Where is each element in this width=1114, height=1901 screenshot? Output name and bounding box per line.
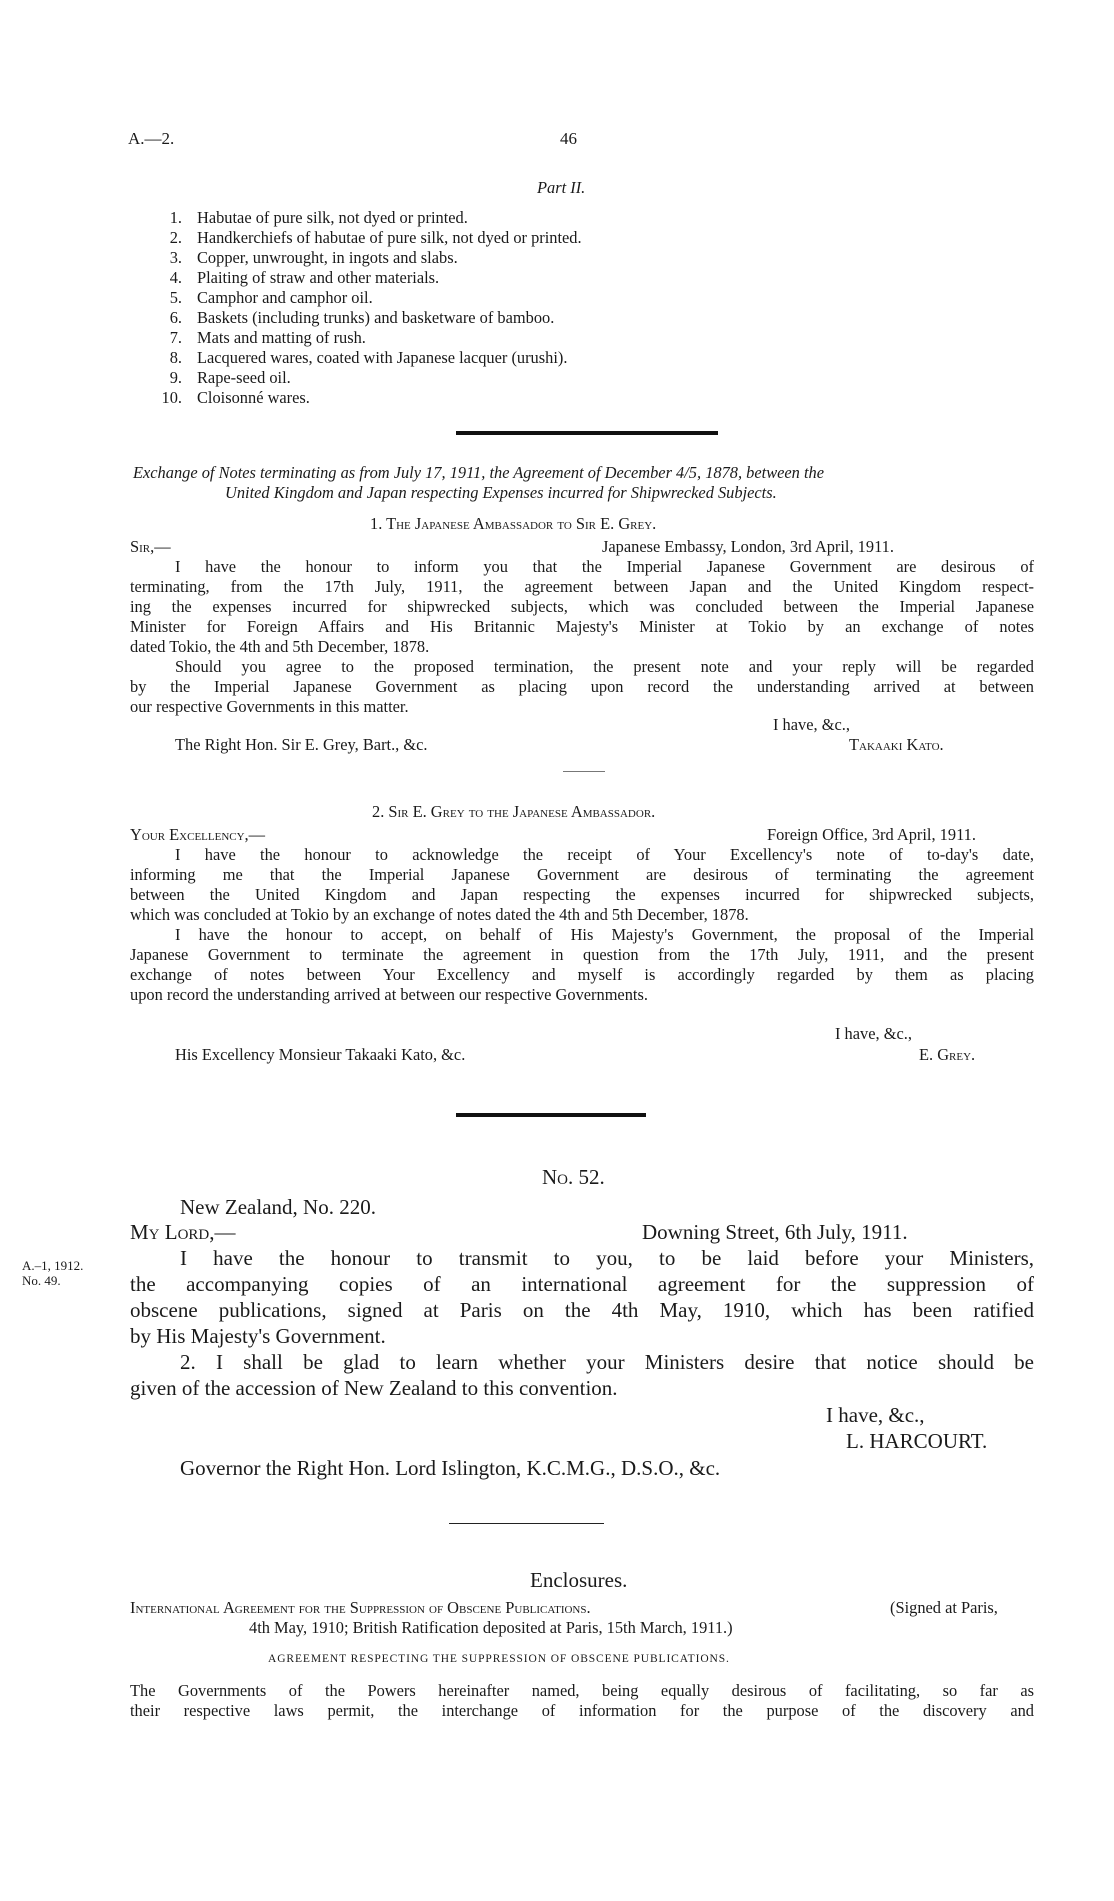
note2-heading: 2. Sir E. Grey to the Japanese Ambassador. — [372, 802, 656, 821]
agreement-title-line1: International Agreement for the Suppression of Obscene Publications. — [130, 1598, 591, 1617]
list-item-text: Lacquered wares, coated with Japanese lacquer (urushi). — [197, 348, 568, 367]
exchange-title-line1: Exchange of Notes terminating as from July 17, 1911, the Agreement of December 4/5, 1878, between the — [133, 463, 824, 482]
list-item-number: 10. — [161, 388, 182, 407]
text-line: I have the honour to transmit to you, to be laid before your Ministers, — [180, 1246, 1034, 1270]
note2-place-date: Foreign Office, 3rd April, 1911. — [767, 825, 976, 844]
list-item-number: 1. — [169, 208, 182, 227]
note2-addressee: His Excellency Monsieur Takaaki Kato, &c. — [175, 1045, 466, 1064]
agreement-title-signed: (Signed at Paris, — [890, 1598, 998, 1617]
letter-closing: I have, &c., — [826, 1403, 925, 1427]
list-item-number: 6. — [169, 308, 182, 327]
text-line: between the United Kingdom and Japan respecting the expenses incurred for shipwrecked subjects, — [130, 885, 1034, 904]
text-line: Minister for Foreign Affairs and His Britannic Majesty's Minister at Tokio by an exchange of notes — [130, 617, 1034, 636]
letter-subheading: New Zealand, No. 220. — [180, 1195, 376, 1219]
text-line: by the Imperial Japanese Government as placing upon record the understanding arrived at between — [130, 677, 1034, 696]
text-line: by His Majesty's Government. — [130, 1324, 386, 1348]
letter-salutation: My Lord,— — [130, 1220, 236, 1244]
text-line: our respective Governments in this matter. — [130, 697, 409, 716]
list-item-text: Rape-seed oil. — [197, 368, 291, 387]
document-reference: A.—2. — [128, 129, 175, 148]
margin-reference — [22, 1258, 83, 1288]
exchange-title-line2: United Kingdom and Japan respecting Expenses incurred for Shipwrecked Subjects. — [225, 483, 777, 502]
list-item-text: Handkerchiefs of habutae of pure silk, not dyed or printed. — [197, 228, 582, 247]
note1-closing: I have, &c., — [773, 715, 850, 734]
text-line: dated Tokio, the 4th and 5th December, 1878. — [130, 637, 430, 656]
letter-place-date: Downing Street, 6th July, 1911. — [642, 1220, 908, 1244]
letter-addressee: Governor the Right Hon. Lord Islington, K.C.M.G., D.S.O., &c. — [180, 1456, 721, 1480]
list-item-number: 8. — [169, 348, 182, 367]
note-divider — [563, 771, 605, 772]
list-item-number: 9. — [169, 368, 182, 387]
note1-place-date: Japanese Embassy, London, 3rd April, 1911. — [602, 537, 894, 556]
note2-closing: I have, &c., — [835, 1024, 912, 1043]
section-divider — [456, 1113, 646, 1117]
margin-reference-line1: A.–1, 1912. — [22, 1258, 84, 1273]
letter-number: No. 52. — [542, 1165, 605, 1189]
agreement-subtitle: AGREEMENT RESPECTING THE SUPPRESSION OF OBSCENE PUBLICATIONS. — [268, 1653, 730, 1665]
list-item-text: Habutae of pure silk, not dyed or printed. — [197, 208, 468, 227]
list-item-text: Copper, unwrought, in ingots and slabs. — [197, 248, 458, 267]
text-line: ing the expenses incurred for shipwrecked subjects, which was concluded between the Imperial Japanese — [130, 597, 1034, 616]
section-divider — [456, 431, 718, 435]
note1-salutation: Sir,— — [130, 537, 171, 556]
text-line: which was concluded at Tokio by an exchange of notes dated the 4th and 5th December, 1878. — [130, 905, 749, 924]
text-line: terminating, from the 17th July, 1911, the agreement between Japan and the United Kingdom respect- — [130, 577, 1034, 596]
page-number: 46 — [560, 129, 577, 148]
note2-salutation: Your Excellency,— — [130, 825, 266, 844]
text-line: their respective laws permit, the interchange of information for the purpose of the discovery and — [130, 1701, 1034, 1720]
text-line: I have the honour to inform you that the Imperial Japanese Government are desirous of — [175, 557, 1034, 576]
list-item-number: 2. — [169, 228, 182, 247]
agreement-title-line2: 4th May, 1910; British Ratification deposited at Paris, 15th March, 1911.) — [249, 1618, 733, 1637]
list-item-number: 3. — [169, 248, 182, 267]
text-line: the accompanying copies of an international agreement for the suppression of — [130, 1272, 1034, 1296]
list-item-number: 5. — [169, 288, 182, 307]
list-item-text: Plaiting of straw and other materials. — [197, 268, 440, 287]
text-line: Should you agree to the proposed termination, the present note and your reply will be regarded — [175, 657, 1034, 676]
list-item-text: Mats and matting of rush. — [197, 328, 366, 347]
text-line: The Governments of the Powers hereinafter named, being equally desirous of facilitating, so far as — [130, 1681, 1034, 1700]
section-divider — [449, 1523, 604, 1524]
list-item-number: 4. — [169, 268, 182, 287]
note1-heading: 1. The Japanese Ambassador to Sir E. Grey. — [370, 514, 657, 533]
text-line: I have the honour to acknowledge the receipt of Your Excellency's note of to-day's date, — [175, 845, 1034, 864]
list-item-text: Camphor and camphor oil. — [197, 288, 373, 307]
text-line: obscene publications, signed at Paris on the 4th May, 1910, which has been ratified — [130, 1298, 1034, 1322]
note1-signature: Takaaki Kato. — [849, 735, 944, 754]
note1-addressee: The Right Hon. Sir E. Grey, Bart., &c. — [175, 735, 428, 754]
list-item-text: Cloisonné wares. — [197, 388, 310, 407]
margin-reference-line2: No. 49. — [22, 1273, 61, 1288]
enclosures-heading: Enclosures. — [530, 1568, 628, 1592]
text-line: I have the honour to accept, on behalf of His Majesty's Government, the proposal of the Imperial — [175, 925, 1034, 944]
letter-signature: L. HARCOURT. — [846, 1429, 988, 1453]
text-line: exchange of notes between Your Excellency and myself is accordingly regarded by them as placing — [130, 965, 1034, 984]
text-line: Japanese Government to terminate the agreement in question from the 17th July, 1911, and the present — [130, 945, 1034, 964]
text-line: 2. I shall be glad to learn whether your Ministers desire that notice should be — [180, 1350, 1034, 1374]
text-line: upon record the understanding arrived at between our respective Governments. — [130, 985, 648, 1004]
list-item-number: 7. — [169, 328, 182, 347]
part-heading: Part II. — [537, 178, 586, 197]
text-line: informing me that the Imperial Japanese Government are desirous of terminating the agreement — [130, 865, 1034, 884]
text-line: given of the accession of New Zealand to this convention. — [130, 1376, 618, 1400]
list-item-text: Baskets (including trunks) and basketware of bamboo. — [197, 308, 555, 327]
note2-signature: E. Grey. — [919, 1045, 976, 1064]
